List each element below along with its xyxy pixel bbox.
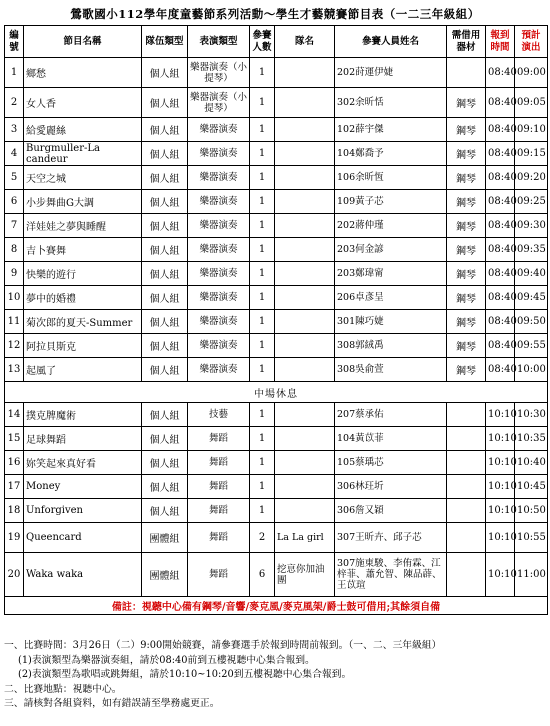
cell-members: 308吳俞萱 xyxy=(335,358,447,382)
cell-no: 2 xyxy=(5,88,24,118)
table-header-row xyxy=(5,26,548,58)
cell-equipment xyxy=(447,523,486,553)
cell-category: 個人組 xyxy=(142,214,188,238)
cell-category: 個人組 xyxy=(142,427,188,451)
cell-team xyxy=(275,166,335,190)
cell-count: 1 xyxy=(250,310,275,334)
cell-equipment: 鋼琴 xyxy=(447,88,486,118)
table-row xyxy=(5,166,548,190)
cell-est-time: 10:30 xyxy=(515,403,548,427)
cell-report-time: 08:40 xyxy=(486,334,515,358)
cell-team xyxy=(275,58,335,88)
cell-report-time: 10:10 xyxy=(486,427,515,451)
cell-report-time: 08:40 xyxy=(486,310,515,334)
cell-perf-type: 樂器演奏 xyxy=(188,118,250,142)
cell-perf-type: 樂器演奏 xyxy=(188,262,250,286)
cell-category: 個人組 xyxy=(142,334,188,358)
cell-count: 1 xyxy=(250,403,275,427)
cell-count: 1 xyxy=(250,118,275,142)
cell-category: 個人組 xyxy=(142,310,188,334)
cell-est-time: 10:00 xyxy=(515,358,548,382)
cell-count: 1 xyxy=(250,190,275,214)
cell-no: 3 xyxy=(5,118,24,142)
cell-est-time: 09:15 xyxy=(515,142,548,166)
cell-no: 10 xyxy=(5,286,24,310)
table-row xyxy=(5,286,548,310)
cell-equipment: 鋼琴 xyxy=(447,238,486,262)
cell-team xyxy=(275,475,335,499)
cell-members: 203鄭瑋甯 xyxy=(335,262,447,286)
table-row xyxy=(5,403,548,427)
cell-perf-type: 樂器演奏 xyxy=(188,286,250,310)
col-members: 參賽人員姓名 xyxy=(335,26,447,58)
cell-members: 202莳運伊婕 xyxy=(335,58,447,88)
table-row xyxy=(5,427,548,451)
cell-report-time: 08:40 xyxy=(486,286,515,310)
cell-perf-type: 舞蹈 xyxy=(188,427,250,451)
table-row xyxy=(5,88,548,118)
cell-members: 302余昕恬 xyxy=(335,88,447,118)
cell-perf-type: 技藝 xyxy=(188,403,250,427)
cell-equipment: 鋼琴 xyxy=(447,310,486,334)
cell-program: Money xyxy=(24,475,142,499)
cell-report-time: 10:10 xyxy=(486,523,515,553)
cell-perf-type: 樂器演奏 xyxy=(188,142,250,166)
cell-report-time: 10:10 xyxy=(486,451,515,475)
cell-count: 2 xyxy=(250,523,275,553)
cell-program: 夢中的婚禮 xyxy=(24,286,142,310)
cell-members: 206卓彥呈 xyxy=(335,286,447,310)
cell-equipment xyxy=(447,451,486,475)
cell-members: 306詹又穎 xyxy=(335,499,447,523)
cell-est-time: 11:00 xyxy=(515,553,548,597)
cell-program: 快樂的遊行 xyxy=(24,262,142,286)
cell-members: 307施東駿、李侑霖、江梓菲、蕭允智、陳品薜、王苡瑄 xyxy=(335,553,447,597)
cell-category: 個人組 xyxy=(142,118,188,142)
cell-report-time: 08:40 xyxy=(486,238,515,262)
table-row xyxy=(5,523,548,553)
intermission-label: 中場休息 xyxy=(5,382,548,403)
cell-perf-type: 樂器演奏（小提琴） xyxy=(188,58,250,88)
col-no: 編號 xyxy=(5,26,24,58)
cell-program: 起風了 xyxy=(24,358,142,382)
cell-program: 給愛麗絲 xyxy=(24,118,142,142)
cell-perf-type: 樂器演奏 xyxy=(188,190,250,214)
cell-est-time: 09:30 xyxy=(515,214,548,238)
cell-no: 14 xyxy=(5,403,24,427)
cell-members: 203何金諺 xyxy=(335,238,447,262)
cell-report-time: 08:40 xyxy=(486,142,515,166)
equipment-note: 備註：視聽中心備有鋼琴/音響/麥克風/麥克風架/爵士鼓可借用;其餘須自備 xyxy=(5,597,548,615)
table-row xyxy=(5,142,548,166)
table-row xyxy=(5,358,548,382)
cell-members: 109黃子芯 xyxy=(335,190,447,214)
table-body-part2 xyxy=(5,403,548,597)
cell-no: 15 xyxy=(5,427,24,451)
cell-program: 菊次郎的夏天-Summer xyxy=(24,310,142,334)
cell-perf-type: 舞蹈 xyxy=(188,499,250,523)
cell-est-time: 10:35 xyxy=(515,427,548,451)
cell-report-time: 08:40 xyxy=(486,214,515,238)
cell-category: 個人組 xyxy=(142,358,188,382)
table-row xyxy=(5,58,548,88)
cell-program: Waka waka xyxy=(24,553,142,597)
cell-report-time: 08:40 xyxy=(486,88,515,118)
cell-count: 1 xyxy=(250,427,275,451)
cell-perf-type: 樂器演奏（小提琴） xyxy=(188,88,250,118)
cell-program: 小步舞曲G大調 xyxy=(24,190,142,214)
cell-est-time: 09:40 xyxy=(515,262,548,286)
cell-perf-type: 樂器演奏 xyxy=(188,238,250,262)
cell-est-time: 09:10 xyxy=(515,118,548,142)
cell-category: 個人組 xyxy=(142,58,188,88)
cell-count: 1 xyxy=(250,238,275,262)
cell-members: 207蔡承佑 xyxy=(335,403,447,427)
col-report-time: 報到時間 xyxy=(486,26,515,58)
cell-est-time: 09:25 xyxy=(515,190,548,214)
cell-report-time: 08:40 xyxy=(486,190,515,214)
cell-equipment: 鋼琴 xyxy=(447,190,486,214)
cell-members: 301陳巧婕 xyxy=(335,310,447,334)
col-equipment: 需借用器材 xyxy=(447,26,486,58)
cell-report-time: 08:40 xyxy=(486,58,515,88)
cell-team: La La girl xyxy=(275,523,335,553)
cell-count: 6 xyxy=(250,553,275,597)
table-row xyxy=(5,499,548,523)
cell-report-time: 08:40 xyxy=(486,262,515,286)
cell-no: 17 xyxy=(5,475,24,499)
cell-est-time: 09:55 xyxy=(515,334,548,358)
cell-no: 1 xyxy=(5,58,24,88)
cell-est-time: 09:50 xyxy=(515,310,548,334)
cell-count: 1 xyxy=(250,499,275,523)
cell-no: 13 xyxy=(5,358,24,382)
cell-team: 挖恴你加油團 xyxy=(275,553,335,597)
cell-equipment: 鋼琴 xyxy=(447,142,486,166)
cell-members: 307王昕卉、邱子芯 xyxy=(335,523,447,553)
cell-est-time: 09:45 xyxy=(515,286,548,310)
cell-count: 1 xyxy=(250,358,275,382)
cell-team xyxy=(275,286,335,310)
cell-est-time: 10:40 xyxy=(515,451,548,475)
cell-team xyxy=(275,214,335,238)
cell-program: 吉卜賽舞 xyxy=(24,238,142,262)
cell-equipment: 鋼琴 xyxy=(447,358,486,382)
cell-equipment xyxy=(447,499,486,523)
cell-perf-type: 樂器演奏 xyxy=(188,358,250,382)
table-body-part1 xyxy=(5,58,548,382)
cell-count: 1 xyxy=(250,475,275,499)
cell-members: 105蔡瑀芯 xyxy=(335,451,447,475)
cell-est-time: 09:20 xyxy=(515,166,548,190)
cell-team xyxy=(275,334,335,358)
cell-category: 個人組 xyxy=(142,142,188,166)
cell-perf-type: 樂器演奏 xyxy=(188,310,250,334)
cell-team xyxy=(275,88,335,118)
cell-count: 1 xyxy=(250,451,275,475)
footer-line-instrument: (1)表演類型為樂器演奏組，請於08:40前到五樓視聽中心集合報到。 xyxy=(18,654,315,666)
cell-team xyxy=(275,499,335,523)
intermission-row xyxy=(5,382,548,403)
col-perf-type: 表演類型 xyxy=(188,26,250,58)
cell-no: 9 xyxy=(5,262,24,286)
cell-program: 妳笑起來真好看 xyxy=(24,451,142,475)
cell-count: 1 xyxy=(250,262,275,286)
table-row xyxy=(5,451,548,475)
footer-line-dance: (2)表演類型為歌唱或跳舞組，請於10:10~10:20到五樓視聽中心集合報到。 xyxy=(18,669,352,680)
cell-perf-type: 舞蹈 xyxy=(188,553,250,597)
cell-count: 1 xyxy=(250,166,275,190)
cell-report-time: 10:10 xyxy=(486,499,515,523)
cell-members: 306林玨圻 xyxy=(335,475,447,499)
cell-program: 撲克牌魔術 xyxy=(24,403,142,427)
cell-count: 1 xyxy=(250,334,275,358)
cell-team xyxy=(275,190,335,214)
cell-equipment xyxy=(447,403,486,427)
cell-no: 8 xyxy=(5,238,24,262)
cell-members: 102薛宇傑 xyxy=(335,118,447,142)
cell-est-time: 10:50 xyxy=(515,499,548,523)
cell-program: Unforgiven xyxy=(24,499,142,523)
cell-perf-type: 舞蹈 xyxy=(188,475,250,499)
cell-team xyxy=(275,118,335,142)
page-title: 鶯歌國小112學年度童藝節系列活動～學生才藝競賽節目表（一二三年級組） xyxy=(70,7,480,21)
cell-category: 個人組 xyxy=(142,190,188,214)
cell-category: 個人組 xyxy=(142,262,188,286)
cell-category: 個人組 xyxy=(142,88,188,118)
cell-report-time: 08:40 xyxy=(486,358,515,382)
cell-team xyxy=(275,403,335,427)
cell-count: 1 xyxy=(250,58,275,88)
program-table xyxy=(4,25,548,615)
cell-report-time: 10:10 xyxy=(486,475,515,499)
cell-count: 1 xyxy=(250,88,275,118)
cell-program: 足球舞蹈 xyxy=(24,427,142,451)
cell-count: 1 xyxy=(250,214,275,238)
cell-no: 4 xyxy=(5,142,24,166)
cell-est-time: 10:45 xyxy=(515,475,548,499)
cell-perf-type: 舞蹈 xyxy=(188,523,250,553)
cell-program: Queencard xyxy=(24,523,142,553)
cell-program: Burgmuller-La candeur xyxy=(24,142,142,166)
cell-members: 202蔣仲瑾 xyxy=(335,214,447,238)
table-row xyxy=(5,262,548,286)
cell-est-time: 09:05 xyxy=(515,88,548,118)
cell-no: 16 xyxy=(5,451,24,475)
col-est-time: 預計演出 xyxy=(515,26,548,58)
cell-count: 1 xyxy=(250,286,275,310)
table-row xyxy=(5,475,548,499)
table-row xyxy=(5,334,548,358)
cell-program: 鄉愁 xyxy=(24,58,142,88)
cell-report-time: 08:40 xyxy=(486,166,515,190)
cell-no: 5 xyxy=(5,166,24,190)
cell-equipment xyxy=(447,58,486,88)
footer-line-time: 一、比賽時間：3月26日（二）9:00開始競賽，請參賽選手於報到時間前報到。（一、二、三年級組） xyxy=(4,640,442,651)
cell-category: 個人組 xyxy=(142,166,188,190)
cell-no: 18 xyxy=(5,499,24,523)
cell-report-time: 10:10 xyxy=(486,553,515,597)
cell-perf-type: 樂器演奏 xyxy=(188,214,250,238)
table-row xyxy=(5,238,548,262)
cell-equipment: 鋼琴 xyxy=(447,166,486,190)
cell-category: 個人組 xyxy=(142,499,188,523)
cell-category: 團體組 xyxy=(142,553,188,597)
cell-count: 1 xyxy=(250,142,275,166)
note-row xyxy=(5,597,548,615)
cell-report-time: 10:10 xyxy=(486,403,515,427)
cell-equipment: 鋼琴 xyxy=(447,214,486,238)
cell-category: 個人組 xyxy=(142,238,188,262)
cell-equipment: 鋼琴 xyxy=(447,334,486,358)
cell-perf-type: 樂器演奏 xyxy=(188,166,250,190)
cell-equipment: 鋼琴 xyxy=(447,286,486,310)
cell-no: 7 xyxy=(5,214,24,238)
table-row xyxy=(5,214,548,238)
cell-est-time: 09:35 xyxy=(515,238,548,262)
table-row xyxy=(5,310,548,334)
cell-team xyxy=(275,427,335,451)
cell-team xyxy=(275,238,335,262)
cell-no: 12 xyxy=(5,334,24,358)
cell-perf-type: 樂器演奏 xyxy=(188,334,250,358)
cell-category: 個人組 xyxy=(142,403,188,427)
table-row xyxy=(5,190,548,214)
cell-equipment: 鋼琴 xyxy=(447,118,486,142)
cell-program: 阿拉貝斯克 xyxy=(24,334,142,358)
footer-notes xyxy=(4,639,547,712)
cell-members: 106余昕恆 xyxy=(335,166,447,190)
cell-team xyxy=(275,451,335,475)
cell-program: 天空之城 xyxy=(24,166,142,190)
cell-report-time: 08:40 xyxy=(486,118,515,142)
table-row xyxy=(5,118,548,142)
footer-line-verify: 三、請核對各組資料，如有錯誤請至學務處更正。 xyxy=(4,698,220,709)
cell-equipment xyxy=(447,553,486,597)
cell-members: 308郭絨禹 xyxy=(335,334,447,358)
cell-team xyxy=(275,310,335,334)
cell-team xyxy=(275,358,335,382)
cell-no: 11 xyxy=(5,310,24,334)
cell-equipment xyxy=(447,475,486,499)
cell-category: 個人組 xyxy=(142,451,188,475)
cell-team xyxy=(275,262,335,286)
cell-members: 104黃苡菲 xyxy=(335,427,447,451)
cell-no: 19 xyxy=(5,523,24,553)
cell-equipment xyxy=(447,427,486,451)
footer-line-location: 二、比賽地點：視聽中心。 xyxy=(4,683,122,695)
cell-program: 女人香 xyxy=(24,88,142,118)
cell-members: 104鄭喬予 xyxy=(335,142,447,166)
cell-category: 團體組 xyxy=(142,523,188,553)
cell-program: 洋娃娃之夢與睡醒 xyxy=(24,214,142,238)
col-count: 參賽人數 xyxy=(250,26,275,58)
col-category: 隊伍類型 xyxy=(142,26,188,58)
cell-equipment: 鋼琴 xyxy=(447,262,486,286)
cell-category: 個人組 xyxy=(142,475,188,499)
col-team: 隊名 xyxy=(275,26,335,58)
col-program: 節目名稱 xyxy=(24,26,142,58)
table-row xyxy=(5,553,548,597)
cell-est-time: 10:55 xyxy=(515,523,548,553)
cell-no: 20 xyxy=(5,553,24,597)
cell-no: 6 xyxy=(5,190,24,214)
cell-team xyxy=(275,142,335,166)
cell-category: 個人組 xyxy=(142,286,188,310)
cell-perf-type: 舞蹈 xyxy=(188,451,250,475)
cell-est-time: 09:00 xyxy=(515,58,548,88)
